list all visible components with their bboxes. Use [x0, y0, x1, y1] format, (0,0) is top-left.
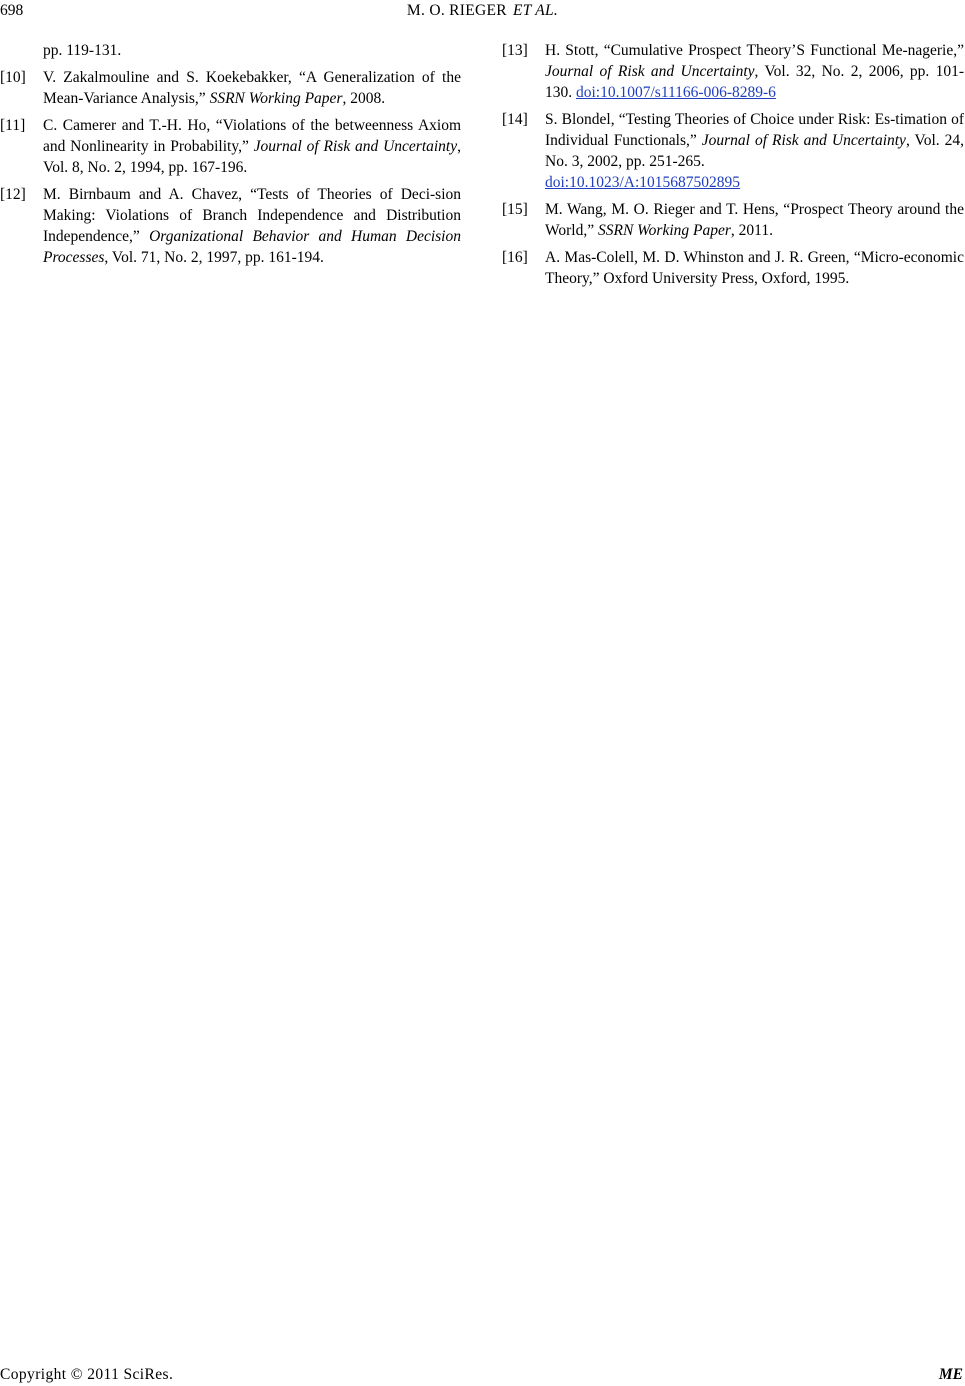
- doi-link[interactable]: doi:10.1023/A:1015687502895: [545, 174, 741, 191]
- reference-journal: Journal of Risk and Uncertainty: [545, 63, 755, 80]
- reference-continuation: pp. 119-131.: [43, 42, 122, 59]
- reference-details: , 2008.: [342, 90, 386, 107]
- reference-number: [10]: [0, 69, 26, 86]
- reference-number: [12]: [0, 186, 26, 203]
- reference-text: S. Blondel, “Testing Theories of Choice under Risk: Es-timation of Individual Functionals,”: [545, 111, 964, 149]
- reference-journal: SSRN Working Paper: [598, 222, 731, 239]
- reference-journal: Journal of Risk and Uncertainty: [253, 138, 458, 155]
- running-head-author: M. O. RIEGER: [406, 2, 507, 19]
- page-footer: [0, 1364, 965, 1386]
- reference-text: V. Zakalmouline and S. Koekebakker, “A Generalization of the Mean-Variance Analysis,”: [43, 69, 461, 107]
- reference-text: M. Birnbaum and A. Chavez, “Tests of Theories of Deci-sion Making: Violations of Branch Independence and Distribution Independence,”: [43, 186, 461, 245]
- reference-journal: SSRN Working Paper: [209, 90, 343, 107]
- reference-text: A. Mas-Colell, M. D. Whinston and J. R. Green, “Micro-economic Theory,” Oxford University Press, Oxford, 1995.: [545, 249, 964, 287]
- reference-12: [0, 184, 461, 268]
- reference-number: [16]: [502, 249, 528, 266]
- reference-details: , 2011.: [730, 222, 773, 239]
- running-head-etal: ET AL.: [512, 2, 559, 19]
- running-head: [0, 0, 965, 21]
- reference-11: [0, 115, 461, 178]
- reference-journal: Journal of Risk and Uncertainty: [701, 132, 906, 149]
- reference-number: [13]: [502, 42, 528, 59]
- reference-13: [502, 40, 964, 103]
- reference-text: M. Wang, M. O. Rieger and T. Hens, “Prospect Theory around the World,”: [545, 201, 964, 239]
- right-column: [502, 40, 964, 295]
- page-header: [0, 0, 965, 22]
- doi-link[interactable]: doi:10.1007/s11166-006-8289-6: [576, 84, 776, 101]
- left-column: [0, 40, 461, 274]
- reference-number: [14]: [502, 111, 528, 128]
- reference-15: [502, 199, 964, 241]
- reference-number: [11]: [0, 117, 26, 134]
- reference-16: [502, 247, 964, 289]
- journal-code: ME: [938, 1366, 963, 1383]
- reference-text: H. Stott, “Cumulative Prospect Theory’S Functional Me-nagerie,”: [545, 42, 964, 59]
- reference-details: , Vol. 32, No. 2, 2006, pp. 101-130.: [545, 63, 965, 101]
- reference-details: , Vol. 8, No. 2, 1994, pp. 167-196.: [43, 138, 461, 176]
- reference-details: , Vol. 24, No. 3, 2002, pp. 251-265.: [545, 132, 964, 170]
- reference-details: , Vol. 71, No. 2, 1997, pp. 161-194.: [104, 249, 324, 266]
- reference-10: [0, 67, 461, 109]
- page-number: 698: [0, 2, 24, 19]
- reference-text: C. Camerer and T.-H. Ho, “Violations of the betweenness Axiom and Nonlinearity in Probability,”: [43, 117, 461, 155]
- reference-number: [15]: [502, 201, 528, 218]
- reference-journal: Organizational Behavior and Human Decision Processes: [43, 228, 461, 266]
- copyright-notice: Copyright © 2011 SciRes.: [0, 1366, 174, 1383]
- reference-14: [502, 109, 964, 193]
